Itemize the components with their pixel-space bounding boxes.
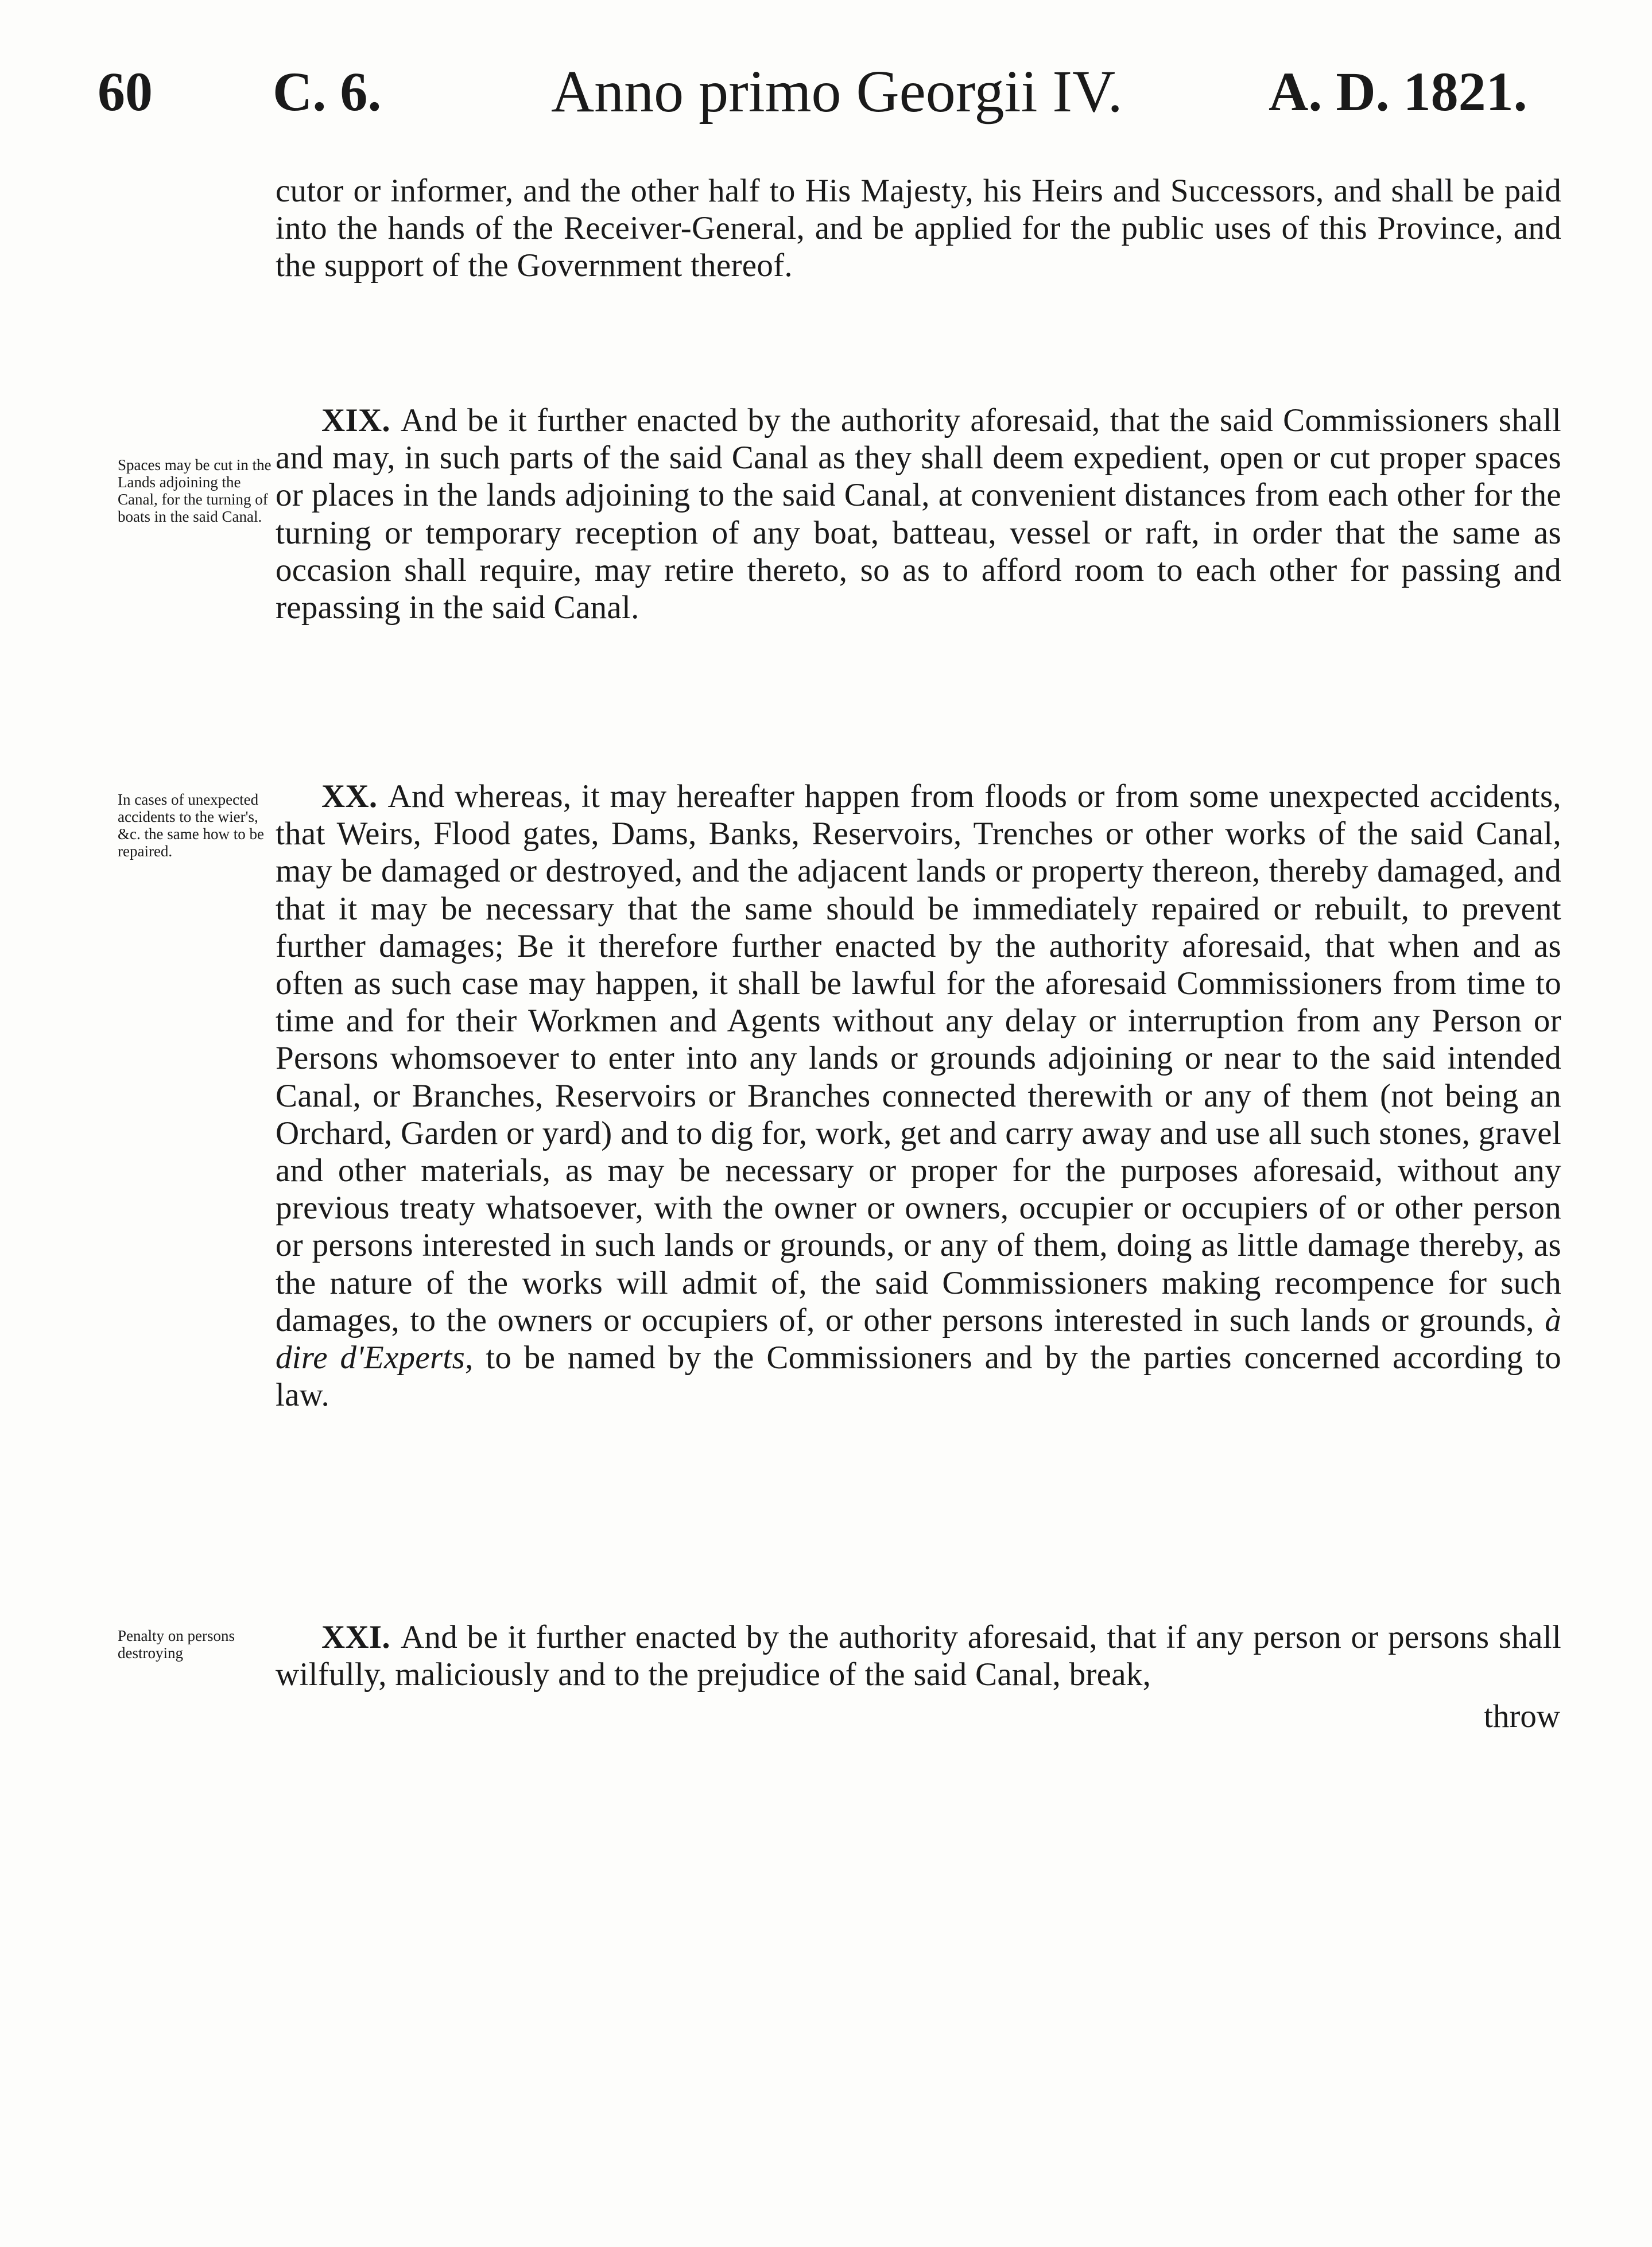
section-text: And whereas, it may hereafter happen from floods or from some unexpected accidents, that Weirs, Flood gates, Dams, Banks, Reservoirs, Trenches or other works of the said Canal, may be damaged or destroyed, and the adjacent lands or property thereon, thereby damaged, and that it may be necessary that the same should be immediately repaired or rebuilt, to prevent further damages; Be it therefore further enacted by the authority aforesaid, that when and as often as such case may happen, it shall be lawful for the aforesaid Commissioners from time to time and for their Workmen and Agents without any delay or interruption from any Person or Persons whomsoever to enter into any lands or grounds adjoining or near to the said intended Canal, or Branches, Reservoirs or Branches connected therewith or any of them (not being an Orchard, Garden or yard) and to dig for, work, get and carry away and use all such stones, gravel and other materials, as may be necessary or proper for the purposes aforesaid, without any previous treaty whatsoever, with the owner or owners, occupier or occupiers of or other person or persons interested in such lands or grounds, or any of them, doing as little damage thereby, as the nature of the works will admit of, the said Commissioners making recompence for such damages, to the owners or occupiers of, or other persons interested in such lands or grounds, xyxy=(276,778,1561,1338)
section-text-end: to be named by the Commissioners and by the parties concerned according to law. xyxy=(276,1340,1561,1414)
page-number: 60 xyxy=(98,61,153,122)
continuation-paragraph xyxy=(276,172,1561,285)
margin-note-xix: Spaces may be cut in the Lands adjoining the Canal, for the turning of boats in the said Canal. xyxy=(118,456,272,525)
section-text: And be it further enacted by the authority aforesaid, that if any person or persons shall wilfully, maliciously and to the prejudice of the said Canal, break, xyxy=(276,1619,1561,1693)
header-title: Anno primo Georgii IV. xyxy=(551,59,1123,125)
margin-note-xxi: Penalty on persons destroying xyxy=(118,1627,235,1662)
section-number: XX. xyxy=(321,778,378,814)
section-xxi xyxy=(276,1619,1561,1693)
section-xx xyxy=(276,778,1561,1414)
continuation-text: cutor or informer, and the other half to His Majesty, his Heirs and Successors, and shall be paid into the hands of the Receiver-General, and be applied for the public uses of this Province, and the support of the Government thereof. xyxy=(276,173,1561,284)
header-year: A. D. 1821. xyxy=(1269,61,1527,122)
section-text: And be it further enacted by the authority aforesaid, that the said Commissioners shall and may, in such parts of the said Canal as they shall deem expedient, open or cut proper spaces or places in the lands adjoining to the said Canal, at convenient distances from each other for the turning or temporary reception of any boat, batteau, vessel or raft, in order that the same as occasion shall require, may retire thereto, so as to afford room to each other for passing and repassing in the said Canal. xyxy=(276,402,1561,626)
section-xix xyxy=(276,402,1561,626)
section-number: XIX. xyxy=(321,402,390,438)
margin-note-xx: In cases of unexpected accidents to the wier's, &c. the same how to be repaired. xyxy=(118,791,264,860)
italic-phrase: à dire d'Experts, xyxy=(276,1302,1561,1376)
running-header xyxy=(98,55,1567,129)
catchword: throw xyxy=(1484,1698,1560,1734)
section-number: XXI. xyxy=(321,1619,390,1655)
chapter-number: C. 6. xyxy=(273,61,382,122)
